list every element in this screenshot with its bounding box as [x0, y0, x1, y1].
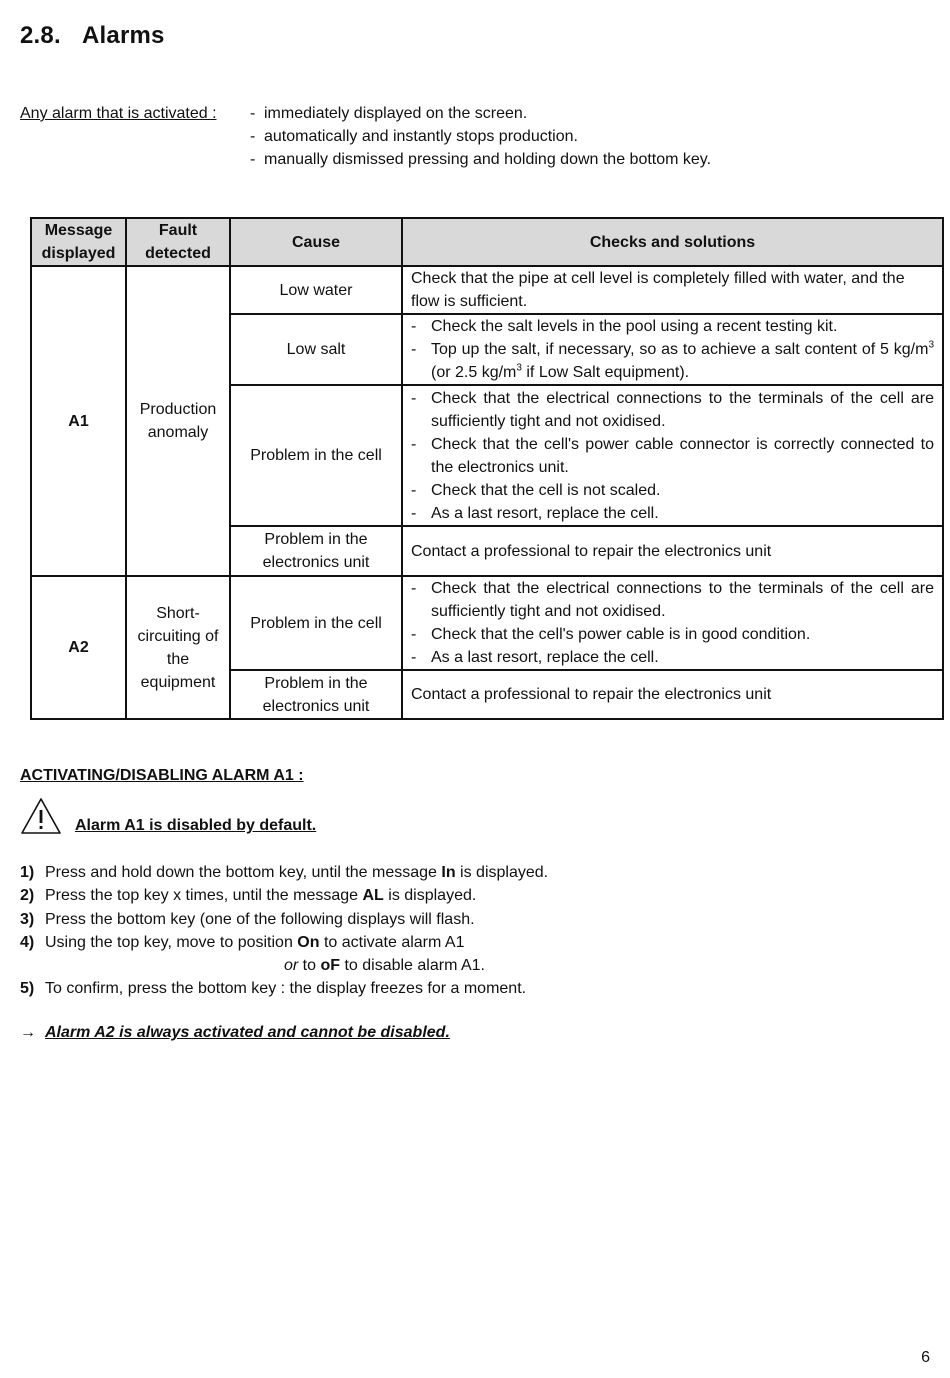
fault-a1: Production anomaly	[126, 266, 230, 576]
warning-text: Alarm A1 is disabled by default.	[75, 817, 317, 834]
section-heading	[20, 22, 165, 50]
solution-cell: Contact a professional to repair the electronics unit	[402, 526, 943, 576]
step-item: 3) Press the bottom key (one of the following displays will flash.	[20, 910, 475, 928]
step-continuation: or to oF to disable alarm A1.	[284, 957, 485, 975]
solution-item: - Check that the cell's power cable is in good condition.	[411, 626, 811, 643]
cause-cell: Problem in the cell	[230, 576, 402, 670]
cause-cell: Problem in the electronics unit	[230, 670, 402, 719]
note-text: Alarm A2 is always activated and cannot be disabled.	[45, 1024, 450, 1041]
steps-list	[20, 861, 548, 1001]
solution-cell: Check that the pipe at cell level is completely filled with water, and the flow is sufficient.	[402, 266, 943, 314]
solution-cell	[402, 314, 943, 385]
activation-title: ACTIVATING/DISABLING ALARM A1 :	[20, 767, 304, 784]
step-item: 1) Press and hold down the bottom key, until the message In is displayed.	[20, 864, 549, 881]
step-item: 5) To confirm, press the bottom key : the display freezes for a moment.	[20, 980, 527, 998]
note	[20, 1024, 450, 1042]
intro-item: - automatically and instantly stops production.	[250, 128, 578, 145]
section-number: 2.8.	[20, 22, 61, 49]
arrow-right-icon: →	[20, 1024, 36, 1041]
header-solutions: Checks and solutions	[402, 218, 943, 266]
cause-cell: Low salt	[230, 314, 402, 385]
solution-item: - As a last resort, replace the cell.	[411, 649, 659, 666]
solution-cell	[402, 385, 943, 526]
cause-cell: Low water	[230, 266, 402, 314]
header-message: Message displayed	[31, 218, 126, 266]
table-row	[31, 576, 943, 670]
header-cause: Cause	[230, 218, 402, 266]
solution-cell: Contact a professional to repair the electronics unit	[402, 670, 943, 719]
solution-cell	[402, 576, 943, 670]
solution-item: - As a last resort, replace the cell.	[411, 504, 659, 522]
intro-item: - immediately displayed on the screen.	[250, 105, 528, 122]
step-item: 4) Using the top key, move to position On to activate alarm A1	[20, 933, 465, 951]
alarm-code-a1: A1	[31, 266, 126, 576]
step-item: 2) Press the top key x times, until the message AL is displayed.	[20, 887, 477, 905]
page-number: 6	[921, 1349, 930, 1366]
table-header-row	[31, 218, 943, 266]
solution-item: - Check that the cell is not scaled.	[411, 481, 661, 499]
solution-item: - Top up the salt, if necessary, so as to achieve a salt content of 5 $kg/m^3$ (or 2.5 $kg/m^3$ if Low Salt equipment).	[411, 339, 934, 381]
alarm-code-a2: A2	[31, 576, 126, 719]
fault-a2: Short-circuiting of the equipment	[126, 576, 230, 719]
solution-item: - Check that the electrical connections to the terminals of the cell are sufficiently tight and not oxidised.	[411, 389, 934, 430]
solution-item: - Check that the cell's power cable connector is correctly connected to the electronics unit.	[411, 435, 934, 476]
intro-item: - manually dismissed pressing and holding down the bottom key.	[250, 151, 712, 168]
table-row	[31, 266, 943, 314]
section-title: Alarms	[82, 22, 165, 49]
intro-list	[250, 102, 870, 171]
alarms-table	[30, 217, 944, 720]
warning-triangle-icon	[20, 797, 62, 835]
header-fault: Fault detected	[126, 218, 230, 266]
cause-cell: Problem in the cell	[230, 385, 402, 526]
cause-cell: Problem in the electronics unit	[230, 526, 402, 576]
solution-item: - Check the salt levels in the pool using a recent testing kit.	[411, 318, 838, 335]
solution-item: - Check that the electrical connections to the terminals of the cell are sufficiently tight and not oxidised.	[411, 580, 934, 620]
intro-lead: Any alarm that is activated :	[20, 105, 217, 122]
